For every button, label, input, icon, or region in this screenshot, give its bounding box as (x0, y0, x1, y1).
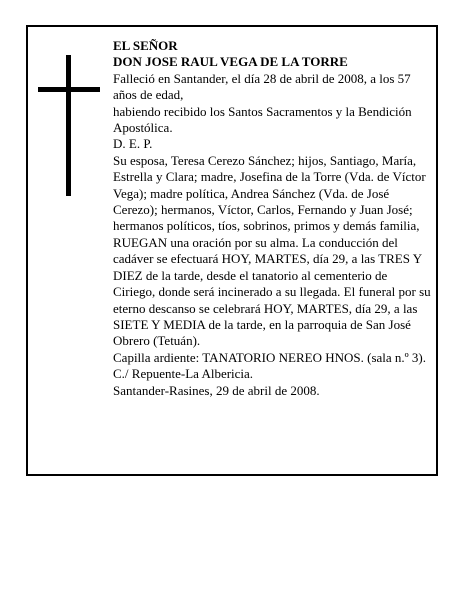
death-details: Falleció en Santander, el día 28 de abril de 2008, a los 57 años de edad, (113, 70, 411, 103)
place-and-date: Santander-Rasines, 29 de abril de 2008. (113, 382, 320, 398)
cross-horizontal-bar (38, 87, 100, 92)
sacraments-received: habiendo recibido los Santos Sacramentos y la Bendición Apostólica. (113, 103, 412, 136)
funeral-arrangements: RUEGAN una oración por su alma. La conducción del cadáver se efectuará HOY, MARTES, día 29, a las TRES Y DIEZ de la tarde, desde el tanatorio al cementerio de Ciriego, donde será incinerado a su llegada. El funeral por su eterno descanso se celebrará HOY, MARTES, día 29, a las SIETE Y MEDIA de la tarde, en la parroquia de San José Obrero (Tetuán). (113, 234, 431, 349)
cross-vertical-bar (66, 55, 71, 196)
rip-line: D. E. P. (113, 136, 153, 152)
latin-cross-icon (38, 55, 100, 196)
family-list: Su esposa, Teresa Cerezo Sánchez; hijos, Santiago, María, Estrella y Clara; madre, Josefina de la Torre (Vda. de Víctor Vega); madre política, Andrea Sánchez (Vda. de José Cerezo); hermanos, Víctor, Carlos, Fernando y Juan José; hermanos políticos, tíos, sobrinos, primos y demás familia, (113, 152, 426, 234)
chapel-location: Capilla ardiente: TANATORIO NEREO HNOS. (sala n.º 3). C./ Repuente-La Albericia. (113, 349, 427, 382)
deceased-name: DON JOSE RAUL VEGA DE LA TORRE (113, 54, 348, 70)
obituary-text (113, 38, 431, 399)
deceased-title: EL SEÑOR (113, 38, 178, 53)
